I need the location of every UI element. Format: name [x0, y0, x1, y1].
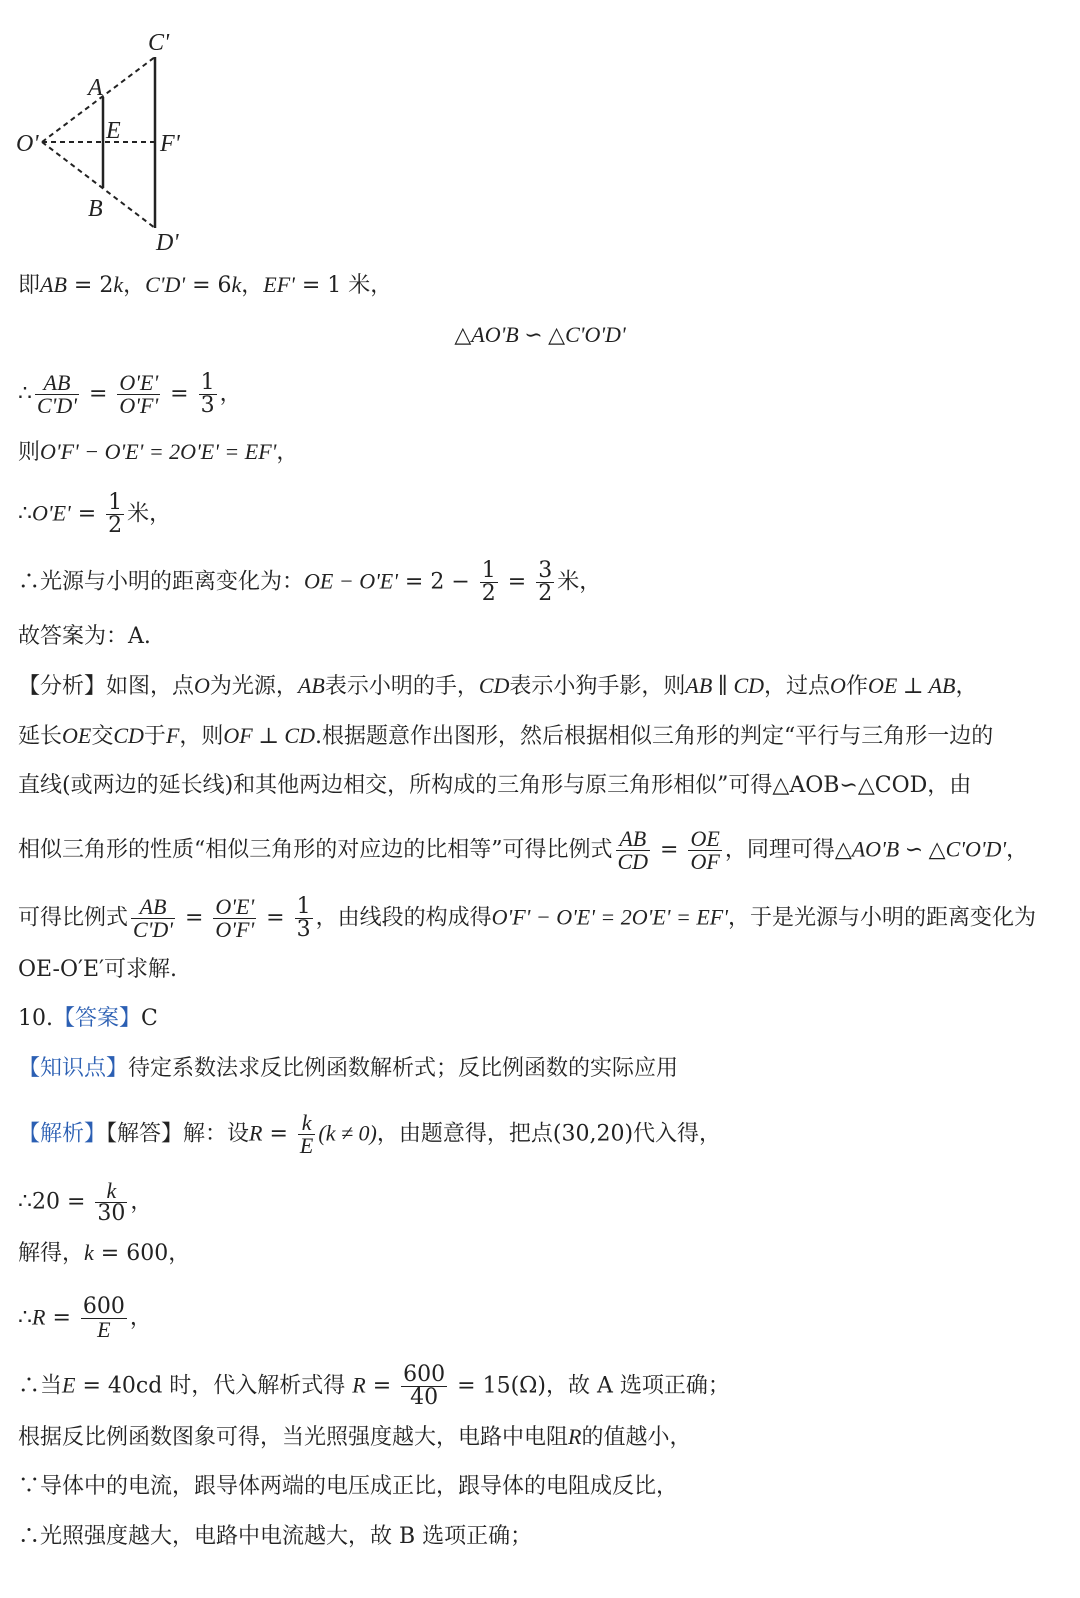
- text: 即: [18, 273, 41, 298]
- label-b: B: [88, 196, 103, 222]
- label-f: F': [160, 131, 180, 157]
- text: 米，: [127, 501, 172, 527]
- text: = 2: [66, 273, 114, 298]
- function-line: ∴R = $\frac{600}{E}$ ，: [18, 1294, 152, 1342]
- solve-tag: 【解答】: [106, 1121, 184, 1147]
- math-ef: EF': [263, 272, 295, 297]
- ratio-equation: [18, 372, 242, 417]
- question-number: 10.: [18, 1006, 53, 1031]
- fraction: $\frac{1}{3}$: [200, 370, 215, 418]
- therefore-symbol: ∴: [18, 381, 32, 407]
- knowledge-text: 待定系数法求反比例函数解析式；反比例函数的实际应用: [128, 1056, 679, 1081]
- math-k: k: [231, 272, 242, 297]
- text: =: [500, 569, 534, 595]
- answer-value: C: [141, 1006, 158, 1031]
- text: = 2 −: [397, 569, 477, 595]
- text: =: [81, 381, 115, 407]
- text: 米，: [341, 273, 393, 298]
- knowledge-tag: 【知识点】: [18, 1056, 129, 1081]
- text: =: [70, 501, 104, 527]
- text: ，: [276, 440, 299, 465]
- line-lengths: [18, 270, 392, 301]
- analysis-line-5: 可得比例式 $\frac{AB}{C'D'}$ = $\frac{O'E'}{O'F'}$ = $\frac{1}{3}$ ，由线段的构成得O'F' − O'E' = 2O'E' = EF'，于是光源与小明的距离变化为: [18, 894, 1036, 942]
- fraction: $\frac{AB}{C'D'}$: [37, 370, 77, 418]
- text: ，: [241, 273, 264, 298]
- fraction: $\frac{O'E'}{O'F'}$: [119, 370, 159, 418]
- fraction: $\frac{600}{40}$: [403, 1362, 446, 1410]
- analysis-line-1: 【分析】如图，点O为光源，AB表示小明的手，CD表示小狗手影，则AB ∥ CD，过点O作OE ⊥ AB，: [18, 673, 978, 699]
- oe-value: [18, 492, 171, 537]
- text: 米，: [557, 569, 602, 595]
- segment-equation: [18, 437, 298, 468]
- analysis-tag: 【分析】: [18, 674, 107, 699]
- math-expression: O'F' − O'E' = 2O'E' = EF': [40, 439, 277, 464]
- analysis-line-3: 直线(或两边的延长线)和其他两边相交，所构成的三角形与原三角形相似”可得△AOB∽△COD，由: [18, 773, 972, 798]
- fraction: $\frac{1}{3}$: [296, 894, 311, 942]
- label-e: E: [106, 118, 121, 144]
- answer-line: 故答案为：A.: [18, 624, 151, 649]
- label-d: D': [156, 230, 179, 256]
- fraction: $\frac{1}{2}$: [108, 490, 123, 538]
- knowledge-point: [18, 1054, 678, 1084]
- text: = 6: [185, 273, 232, 298]
- graph-reasoning-line: 根据反比例函数图象可得，当光照强度越大，电路中电阻R的值越小，: [18, 1424, 692, 1450]
- therefore-symbol: ∴: [18, 501, 32, 527]
- fraction: $\frac{k}{E}$: [299, 1110, 314, 1158]
- solution-line: 【解析】【解答】解：设R = $\frac{k}{E}$ (k ≠ 0)，由题意得，把点(30,20)代入得，: [18, 1110, 722, 1158]
- math-oe: O'E': [32, 500, 71, 526]
- option-b-line: ∴光照强度越大，电路中电流越大，故 B 选项正确；: [18, 1524, 533, 1549]
- geometry-figure: [10, 20, 230, 282]
- math-k: k: [113, 272, 124, 297]
- option-a-line: ∴当E = 40cd 时，代入解析式得 R = $\frac{600}{40}$ = 15(Ω)，故 A 选项正确；: [18, 1362, 730, 1410]
- substitution-line: ∴20 = $\frac{k}{30}$ ，: [18, 1178, 153, 1226]
- analysis-line-6: OE-O′E′可求解.: [18, 957, 178, 982]
- analysis-tag: 【解析】: [18, 1121, 107, 1147]
- question-10-answer: [18, 1004, 158, 1034]
- solve-k-line: 解得，k = 600，: [18, 1240, 191, 1266]
- analysis-line-2: 延长OE交CD于F，则OF ⊥ CD.根据题意作出图形，然后根据相似三角形的判定“平行与三角形一边的: [18, 723, 994, 749]
- text: 则: [18, 440, 41, 465]
- label-o: O': [16, 131, 39, 157]
- label-a: A: [88, 75, 103, 101]
- fraction: $\frac{OE}{OF}$: [690, 826, 720, 874]
- text: ∴光源与小明的距离变化为：: [18, 569, 305, 595]
- text: ，: [219, 381, 242, 407]
- fraction: $\frac{k}{30}$: [97, 1178, 126, 1226]
- fraction: $\frac{1}{2}$: [481, 558, 496, 606]
- fraction: $\frac{AB}{C'D'}$: [133, 894, 173, 942]
- text: ，: [123, 273, 146, 298]
- current-reasoning-line: ∵导体中的电流，跟导体两端的电压成正比，跟导体的电阻成反比，: [18, 1474, 679, 1499]
- fraction: $\frac{AB}{CD}$: [617, 826, 649, 874]
- math-ab: AB: [40, 272, 67, 297]
- answer-tag: 【答案】: [53, 1006, 142, 1031]
- math-cd: C'D': [145, 272, 186, 297]
- fraction: $\frac{3}{2}$: [538, 558, 553, 606]
- math-expression: OE − O'E': [304, 568, 398, 594]
- analysis-line-4: 相似三角形的性质“相似三角形的对应边的比相等”可得比例式 $\frac{AB}{CD}$ = $\frac{OE}{OF}$ ，同理可得△AO'B ∽ △C'O'D'，: [18, 826, 1029, 874]
- distance-change: [18, 560, 601, 605]
- similar-triangles-statement: △AO'B ∽ △C'O'D': [454, 322, 626, 347]
- fraction: $\frac{O'E'}{O'F'}$: [215, 894, 255, 942]
- fraction: $\frac{600}{E}$: [82, 1294, 125, 1342]
- text: =: [163, 381, 196, 407]
- text: = 1: [294, 273, 342, 298]
- label-c: C': [148, 30, 170, 56]
